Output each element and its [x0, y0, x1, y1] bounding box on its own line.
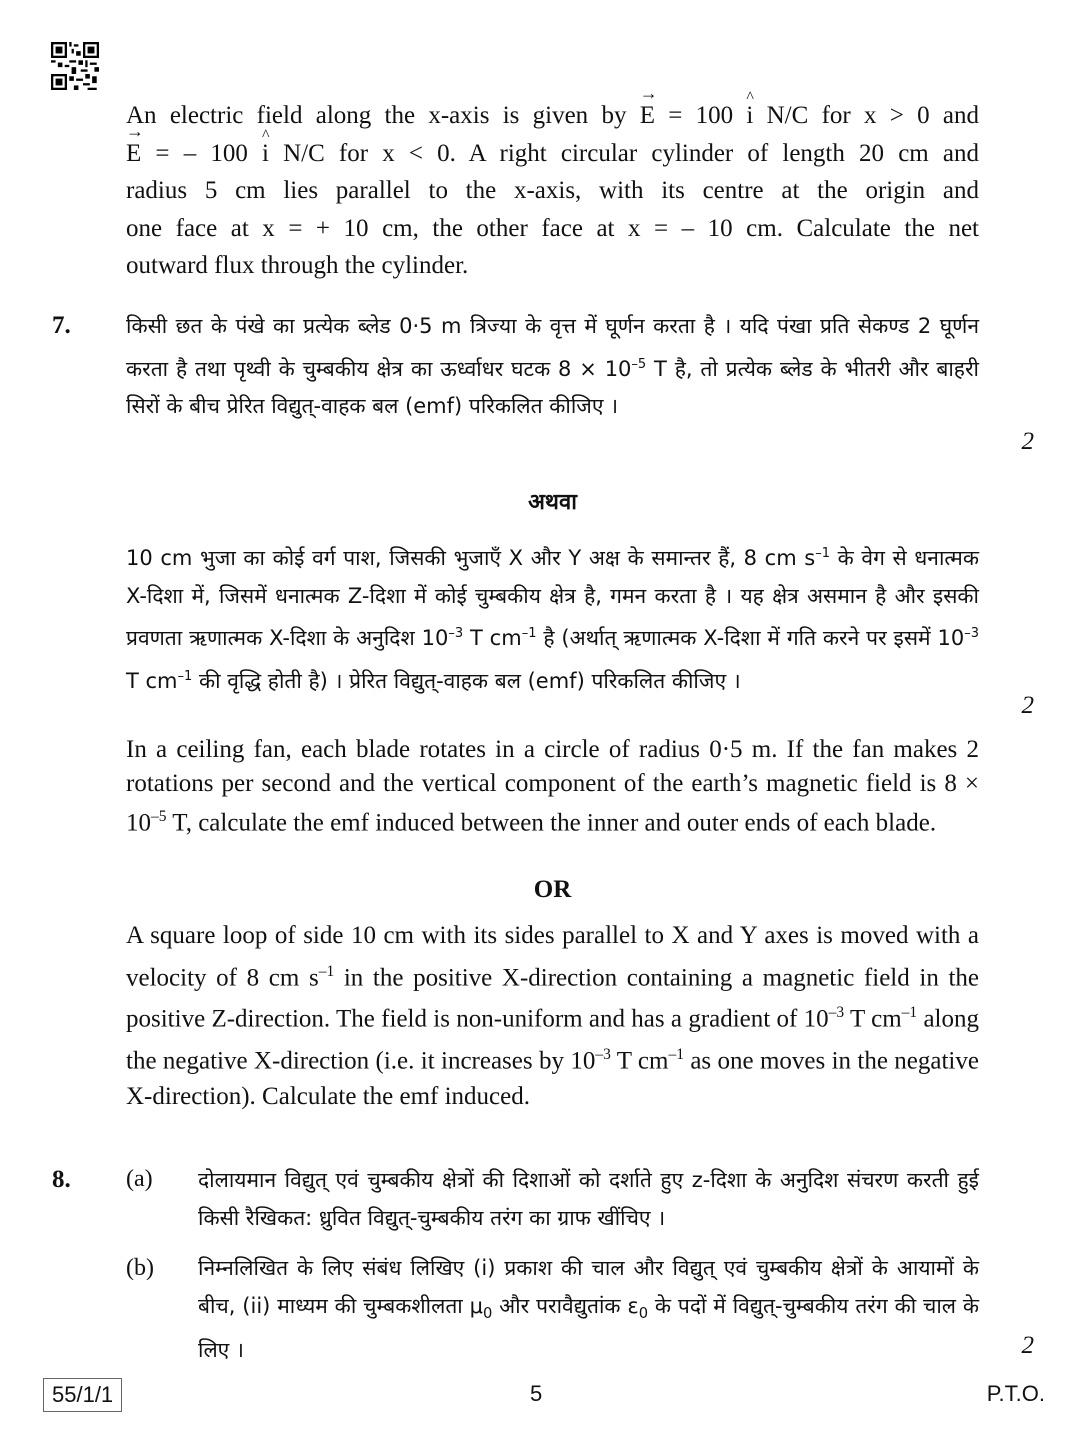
qr-code-icon: [51, 42, 99, 90]
q7-alt-marks: 2: [1021, 692, 1034, 719]
q7-alt-english-text: A square loop of side 10 cm with its sides parallel to X and Y axes is moved with a velocity of 8 cm $s^{-1}$ in the positive X-direction containing a magnetic field in the positive Z-direction. The field is non-uniform and has a gradient of $10^{-3}$ T $cm^{-1}$ along the negative X-direction (i.e. it increases by $10^{-3}$ T $cm^{-1}$ as one moves in the negative X-direction). Calculate the emf induced.: [126, 922, 979, 1110]
unit-vector-i-symbol: ^ i: [262, 135, 269, 173]
q8-part-b-label: (b): [126, 1255, 154, 1281]
or-hindi-heading: अथवा: [528, 490, 577, 515]
q7-marks: 2: [1021, 428, 1034, 455]
please-turn-over: P.T.O.: [986, 1381, 1045, 1406]
page-number: 5: [530, 1381, 543, 1406]
q7-alt-hindi-text: 10 cm भुजा का कोई वर्ग पाश, जिसकी भुजाएँ X और Y अक्ष के समान्तर हैं, 8 cm $s^{-1}$ के वेग से धनात्मक X-दिशा में, जिसमें धनात्मक Z-दिशा में कोई चुम्बकीय क्षेत्र है, गमन करता है । यह क्षेत्र असमान है और इसकी प्रवणता ऋणात्मक X-दिशा के अनुदिश $10^{-3}$ T $cm^{-1}$ है (अर्थात् ऋणात्मक X-दिशा में गति करने पर इसमें $10^{-3}$ T $cm^{-1}$ की वृद्धि होती है) । प्रेरित विद्युत्-वाहक बल (emf) परिकलित कीजिए ।: [126, 546, 979, 693]
q6-line-5: outward flux through the cylinder.: [126, 252, 469, 279]
q8-part-a-text: दोलायमान विद्युत् एवं चुम्बकीय क्षेत्रों की दिशाओं को दर्शाते हुए z-दिशा के अनुदिश संचरण करती हुई किसी रैखिकत: ध्रुवित विद्युत्-चुम्बकीय तरंग का ग्राफ खींचिए ।: [198, 1168, 979, 1230]
q6-line-4: one face at x = + 10 cm, the other face at x = – 10 cm. Calculate the net: [126, 214, 979, 242]
q8-part-a-label: (a): [126, 1166, 153, 1192]
question-number-8: 8.: [52, 1166, 71, 1193]
paper-code: 55/1/1: [43, 1378, 122, 1412]
or-english-heading: OR: [533, 876, 572, 903]
q6-line-3: radius 5 cm lies parallel to the x-axis, with its centre at the origin and: [126, 177, 979, 204]
unit-vector-i-symbol: ^ i: [746, 97, 753, 135]
q6-line-1: An electric field along the x-axis is given by → E = 100 ^ i N/C for x > 0 and: [126, 97, 979, 135]
question-number-7: 7.: [52, 312, 71, 339]
vector-e-symbol: → E: [126, 135, 141, 173]
q6-line-2: → E = – 100 ^ i N/C for x < 0. A right circular cylinder of length 20 cm and: [126, 135, 979, 173]
vector-e-symbol: → E: [640, 97, 655, 135]
q6-english-text: [126, 97, 979, 285]
q8-part-b-text: निम्नलिखित के लिए संबंध लिखिए (i) प्रकाश की चाल और विद्युत् एवं चुम्बकीय क्षेत्रों के आयामों के बीच, (ii) माध्यम की चुम्बकशीलता $\mu_0$ और परावैद्युतांक $\varepsilon_0$ के पदों में विद्युत्-चुम्बकीय तरंग की चाल के लिए ।: [198, 1256, 979, 1363]
q7-hindi-text: किसी छत के पंखे का प्रत्येक ब्लेड 0·5 m त्रिज्या के वृत्त में घूर्णन करता है । यदि पंखा प्रति सेकण्ड 2 घूर्णन करता है तथा पृथ्वी के चुम्बकीय क्षेत्र का ऊर्ध्वाधर घटक $8 \times 10^{-5}$ T है, तो प्रत्येक ब्लेड के भीतरी और बाहरी सिरों के बीच प्रेरित विद्युत्-वाहक बल (emf) परिकलित कीजिए ।: [126, 314, 979, 418]
q8-marks: 2: [1021, 1332, 1034, 1359]
q7-english-text: In a ceiling fan, each blade rotates in a circle of radius 0·5 m. If the fan makes 2 rotations per second and the vertical component of the earth’s magnetic field is $8 \times 10^{-5}$ T, calculate the emf induced between the inner and outer ends of each blade.: [126, 736, 979, 837]
